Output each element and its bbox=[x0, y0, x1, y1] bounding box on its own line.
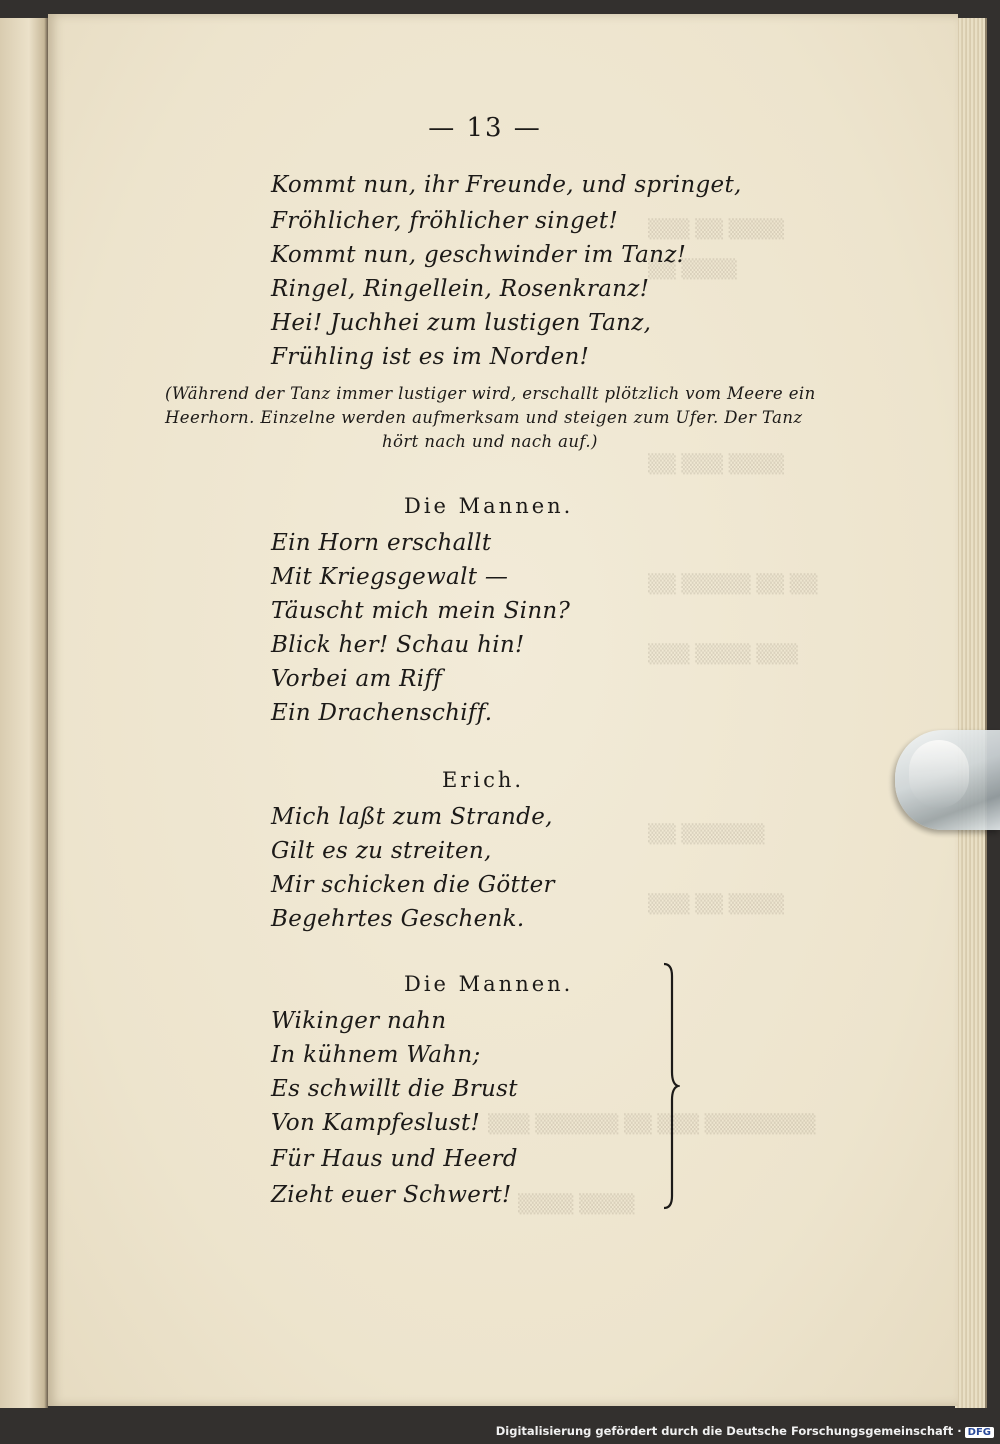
verse-line: Fröhlicher, fröhlicher singet! bbox=[271, 208, 619, 234]
verse-line: Mit Kriegsgewalt — bbox=[271, 564, 509, 590]
bleed-through-text: ▒▒▒ ▒▒▒▒ ▒▒▒ bbox=[648, 644, 798, 665]
verse-line: Frühling ist es im Norden! bbox=[271, 344, 590, 370]
stage-direction-line: (Während der Tanz immer lustiger wird, erschallt plötzlich vom Meere ein bbox=[165, 384, 816, 403]
verse-line: Von Kampfeslust! bbox=[271, 1110, 481, 1136]
verse-line: Für Haus und Heerd bbox=[271, 1146, 518, 1172]
bleed-through-text: ▒▒ ▒▒▒▒ bbox=[648, 259, 737, 280]
bleed-through-text: ▒▒▒▒ ▒▒▒▒ bbox=[518, 1194, 635, 1215]
page-stack-edge bbox=[955, 18, 987, 1408]
bleed-through-text: ▒▒ ▒▒▒▒▒▒ bbox=[648, 824, 765, 845]
verse-line: Täuscht mich mein Sinn? bbox=[271, 598, 571, 624]
verse-line: Kommt nun, geschwinder im Tanz! bbox=[271, 242, 687, 268]
verse-line: Es schwillt die Brust bbox=[271, 1076, 518, 1102]
speaker-name: Erich. bbox=[442, 768, 525, 792]
bleed-through-text: ▒▒▒ ▒▒▒▒▒▒ ▒▒ ▒▒▒ ▒▒▒▒▒▒▒▒ bbox=[488, 1114, 816, 1135]
verse-line: Zieht euer Schwert! bbox=[271, 1182, 512, 1208]
stage-direction-line: hört nach und nach auf.) bbox=[382, 432, 598, 451]
verse-line: Begehrtes Geschenk. bbox=[271, 906, 525, 932]
speaker-name: Die Mannen. bbox=[404, 972, 574, 996]
dfg-logo: DFG bbox=[965, 1427, 994, 1438]
page-number: — 13 — bbox=[428, 113, 542, 143]
verse-line: Wikinger nahn bbox=[271, 1008, 447, 1034]
verse-line: Mich laßt zum Strande, bbox=[271, 804, 553, 830]
bleed-through-text: ▒▒▒ ▒▒ ▒▒▒▒ bbox=[648, 894, 785, 915]
bleed-through-text: ▒▒▒ ▒▒ ▒▒▒▒ bbox=[648, 219, 785, 240]
verse-line: Kommt nun, ihr Freunde, und springet, bbox=[271, 172, 742, 198]
verse-line: Vorbei am Riff bbox=[271, 666, 443, 692]
bleed-through-text: ▒▒ ▒▒▒▒▒ ▒▒ ▒▒ bbox=[648, 574, 818, 595]
footer-text: Digitalisierung gefördert durch die Deutsche Forschungsgemeinschaft · bbox=[495, 1424, 962, 1438]
digitization-footer bbox=[496, 1424, 994, 1438]
curly-brace bbox=[660, 962, 680, 1210]
bleed-through-text: ▒▒ ▒▒▒ ▒▒▒▒ bbox=[648, 454, 785, 475]
verse-line: Blick her! Schau hin! bbox=[271, 632, 525, 658]
verse-line: Ringel, Ringellein, Rosenkranz! bbox=[271, 276, 650, 302]
verse-line: In kühnem Wahn; bbox=[271, 1042, 481, 1068]
stage-direction-line: Heerhorn. Einzelne werden aufmerksam und steigen zum Ufer. Der Tanz bbox=[165, 408, 803, 427]
verse-line: Hei! Juchhei zum lustigen Tanz, bbox=[271, 310, 652, 336]
page-holder-clip bbox=[895, 730, 1000, 830]
left-page-edge bbox=[0, 18, 48, 1408]
verse-line: Mir schicken die Götter bbox=[271, 872, 555, 898]
verse-line: Ein Drachenschiff. bbox=[271, 700, 493, 726]
verse-line: Ein Horn erschallt bbox=[271, 530, 492, 556]
verse-line: Gilt es zu streiten, bbox=[271, 838, 492, 864]
speaker-name: Die Mannen. bbox=[404, 494, 574, 518]
clip-highlight bbox=[909, 740, 969, 808]
